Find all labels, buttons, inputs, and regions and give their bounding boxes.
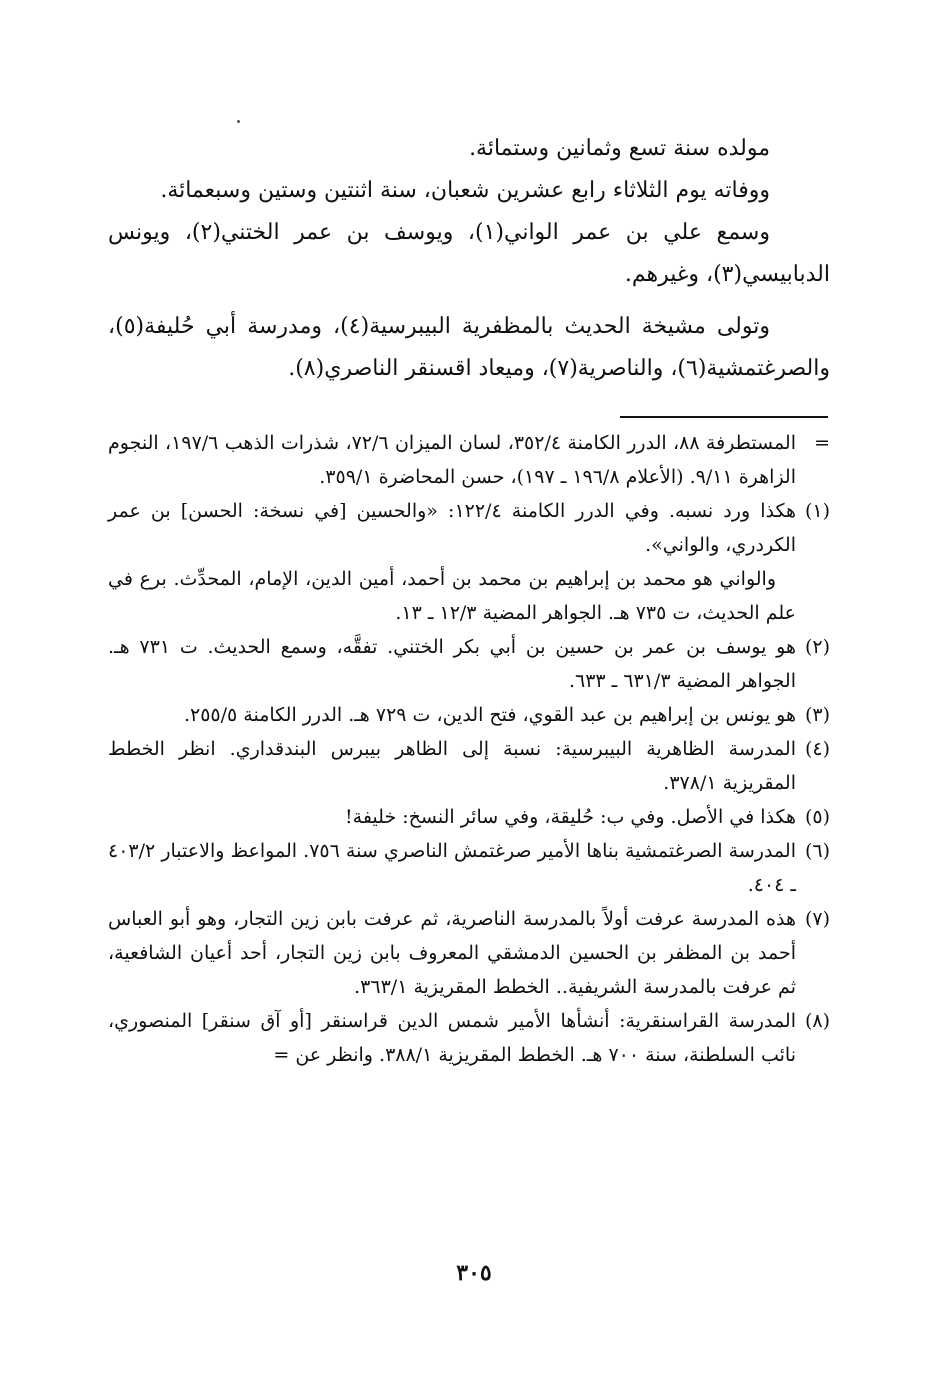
footnote-marker: (٥) (804, 806, 830, 828)
footnote-1-continuation (108, 562, 830, 630)
footnote-separator (620, 416, 828, 418)
footnote-7 (108, 902, 830, 1004)
footnote-text: هذه المدرسة عرفت أولاً بالمدرسة الناصرية، ثم عرفت بابن زين التجار، وهو أبو العباس أحمد بن المظفر بن الحسين الدمشقي المعروف بابن زين التجار، أحد أعيان الشافعية، ثم عرفت بالمدرسة الشريفية.. الخطط المقريزية ٣٦٣/١. (108, 908, 796, 998)
main-text (108, 128, 830, 390)
footnote-marker: (٢) (804, 636, 830, 658)
footnote-text: المدرسة الظاهرية البيبرسية: نسبة إلى الظاهر بيبرس البندقداري. انظر الخطط المقريزية ٣٧٨/١. (108, 738, 796, 794)
footnote-marker: (١) (804, 500, 830, 522)
paragraph-positions: وتولى مشيخة الحديث بالمظفرية البيبرسية(٤)، ومدرسة أبي حُليفة(٥)، والصرغتمشية(٦)، والناصرية(٧)، وميعاد اقسنقر الناصري(٨). (108, 314, 830, 381)
footnote-6 (108, 834, 830, 902)
footnote-4 (108, 732, 830, 800)
footnote-3 (108, 698, 830, 732)
footnote-marker: = (814, 432, 830, 454)
footnote-text: والواني هو محمد بن إبراهيم بن محمد بن أحمد، أمين الدين، الإمام، المحدِّث. برع في علم الحديث، ت ٧٣٥ هـ. الجواهر المضية ١٢/٣ ـ ١٣. (108, 568, 796, 624)
paragraph-birth: مولده سنة تسع وثمانين وستمائة. (469, 136, 770, 161)
footnote-text: هو يوسف بن عمر بن حسين بن أبي بكر الختني. تفقَّه، وسمع الحديث. ت ٧٣١ هـ. الجواهر المضية ٦٣١/٣ ـ ٦٣٣. (108, 636, 797, 692)
scan-speck (237, 120, 240, 123)
footnote-2 (108, 630, 830, 698)
footnote-5 (108, 800, 830, 834)
footnote-text: هكذا ورد نسبه. وفي الدرر الكامنة ١٢٢/٤: «والحسين [في نسخة: الحسن] بن عمر الكردري، والواني». (108, 500, 796, 556)
footnote-text: المدرسة القراسنقرية: أنشأها الأمير شمس الدين قراسنقر [أو آق سنقر] المنصوري، نائب السلطنة، سنة ٧٠٠ هـ. الخطط المقريزية ٣٨٨/١. وانظر عن = (108, 1010, 796, 1066)
page-number: ٣٠٥ (456, 1260, 492, 1286)
footnote-text: المدرسة الصرغتمشية بناها الأمير صرغتمش الناصري سنة ٧٥٦. المواعظ والاعتبار ٤٠٣/٢ ـ ٤٠٤. (108, 840, 796, 896)
footnote-marker: (٦) (804, 840, 830, 862)
footnotes (108, 426, 830, 1072)
footnote-marker: (٧) (804, 908, 830, 930)
footnote-text: هو يونس بن إبراهيم بن عبد القوي، فتح الدين، ت ٧٢٩ هـ. الدرر الكامنة ٢٥٥/٥. (183, 704, 796, 726)
paragraph-teachers: وسمع علي بن عمر الواني(١)، ويوسف بن عمر الختني(٢)، ويونس الدبابيسي(٣)، وغيرهم. (108, 220, 830, 287)
footnote-1 (108, 494, 830, 562)
footnote-marker: (٨) (804, 1010, 830, 1032)
paragraph-death: ووفاته يوم الثلاثاء رابع عشرين شعبان، سنة اثنتين وستين وسبعمائة. (160, 178, 770, 203)
footnote-8 (108, 1004, 830, 1072)
footnote-continued (108, 426, 830, 494)
footnote-marker: (٣) (804, 704, 830, 726)
footnote-marker: (٤) (804, 738, 830, 760)
footnote-text: المستطرفة ٨٨، الدرر الكامنة ٣٥٢/٤، لسان الميزان ٧٢/٦، شذرات الذهب ١٩٧/٦، النجوم الزاهرة ٩/١١. (الأعلام ١٩٦/٨ ـ ١٩٧)، حسن المحاضرة ٣٥٩/١. (108, 432, 797, 488)
footnote-text: هكذا في الأصل. وفي ب: حُليقة، وفي سائر النسخ: خليفة! (345, 806, 796, 828)
